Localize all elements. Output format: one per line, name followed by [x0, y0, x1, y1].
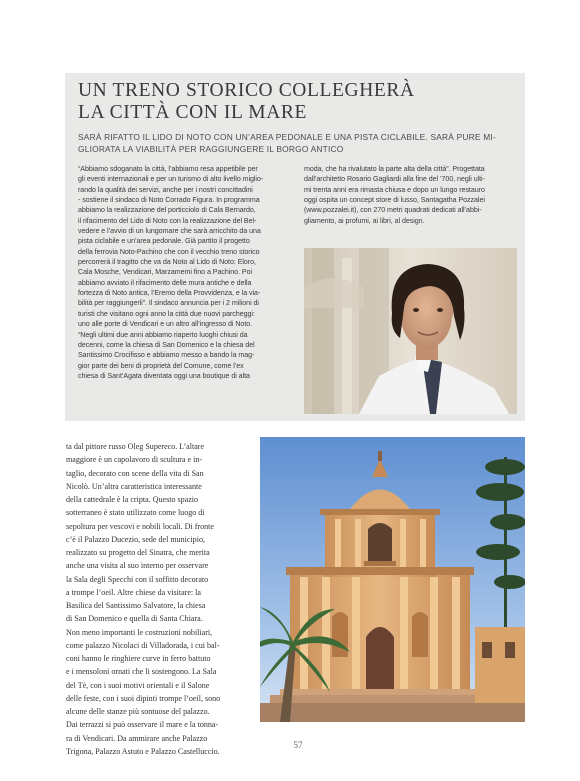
church-illustration: [260, 437, 525, 722]
subhead-line: SARÀ RIFATTO IL LIDO DI NOTO CON UN’AREA PEDONALE E UNA PISTA CICLABILE. SARÀ PURE MI-: [78, 132, 496, 142]
headline-line: LA CITTÀ CON IL MARE: [78, 102, 308, 123]
text-line: turisti che visitano ogni anno la città due nuovi parcheggi:: [78, 309, 255, 318]
text-line: alcune delle stanze più sontuose del palazzo.: [66, 707, 210, 716]
text-line: rando la qualità dei servizi, anche per i nostri concittadini: [78, 185, 253, 194]
text-line: uno alle porte di Vendicari e un altro all’ingresso di Noto.: [78, 320, 253, 329]
text-line: fortezza di Noto antica, l’Eremo della Provvidenza, e la via-: [78, 289, 261, 298]
church-photo: [260, 437, 525, 722]
text-line: abbiamo avviato il rifacimento delle mura antiche e della: [78, 278, 252, 287]
text-line: decenni, come la chiesa di San Domenico e la chiesa del: [78, 340, 255, 349]
portrait-photo: [304, 248, 517, 414]
text-line: Santissimo Crocifisso e abbiamo messo a bando la mag-: [78, 351, 255, 360]
text-line: Trigona, Palazzo Astuto e Palazzo Castelluccio.: [66, 746, 220, 756]
text-line: il rifacimento del Lido di Noto con la realizzazione del Bel-: [78, 216, 257, 225]
text-line: della cattedrale è la cripta. Questo spazio: [66, 495, 199, 504]
text-line: vedere e l’avvio di un lungomare che sarà arricchito da una: [78, 227, 261, 236]
body-column-bottom: [66, 440, 256, 758]
text-line: - sostiene il sindaco di Noto Corrado Figura. In programma: [78, 196, 260, 205]
text-line: delle feste, con i suoi dipinti trompe l’oeil, sono: [66, 693, 221, 703]
text-line: sotterraneo è stato utilizzato come luogo di: [66, 508, 205, 518]
text-line: chiesa di Sant’Agata diventata oggi una boutique di alta: [78, 371, 250, 380]
page-number: 57: [293, 741, 303, 751]
text-line: gli eventi internazionali e per un turismo di alto livello miglio-: [78, 175, 264, 184]
text-line: e i mensoloni ornati che li sostengono. La Sala: [66, 667, 217, 677]
text-line: Nicolò. Un’altra caratteristica interessante: [66, 481, 202, 491]
text-line: (www.pozzalei.it), con 270 metri quadrati dedicati all’abbi-: [304, 206, 482, 215]
text-line: del Tè, con i suoi motivi orientali e il Salone: [66, 680, 210, 690]
text-line: di San Domenico e quella di Santa Chiara.: [66, 614, 203, 624]
text-line: sepoltura per vescovi e nobili locali. Di fronte: [66, 521, 214, 531]
text-line: “Negli ultimi due anni abbiamo riaperto luoghi chiusi da: [78, 330, 248, 339]
text-line: gior parte dei beni di proprietà del Comune, come l’ex: [78, 361, 244, 370]
text-line: taglio, decorato con scene della vita di San: [66, 468, 204, 478]
text-line: ta dal pittore russo Oleg Supereco. L’altare: [66, 442, 205, 451]
text-line: oggi ospita un concept store di lusso, Santagatha Pozzalei: [304, 196, 485, 205]
text-line: come palazzo Nicolaci di Villadorada, i cui bal-: [66, 640, 220, 650]
text-line: gliamento, ai profumi, ai libri, al design.: [304, 216, 425, 225]
text-line: realizzato su progetto del Sinatra, che merita: [66, 548, 210, 557]
article-subhead: [78, 131, 518, 155]
text-line: ra di Vendicari. Da ammirare anche Palazzo: [66, 733, 208, 743]
text-line: maggiore è un capolavoro di scultura e in-: [66, 455, 203, 465]
body-column-left: [78, 164, 296, 381]
headline-line: UN TRENO STORICO COLLEGHERÀ: [78, 80, 415, 101]
text-line: Non meno importanti le costruzioni nobiliari,: [66, 627, 213, 637]
text-line: c’è il Palazzo Ducezio, sede del municipio,: [66, 534, 205, 544]
text-line: pista ciclabile e un’area pedonale. Già partito il progetto: [78, 237, 250, 246]
text-line: della ferrovia Noto-Pachino che con il vecchio treno storico: [78, 247, 260, 256]
text-line: “Abbiamo sdoganato la città, l’abbiamo resa appetibile per: [78, 165, 258, 173]
portrait-illustration: [304, 248, 517, 414]
text-line: mi trenta anni era rimasta chiusa e dopo un lungo restauro: [304, 185, 485, 194]
article-headline: [78, 80, 518, 124]
text-line: moda, che ha rivalutato la parte alta della città”. Progettata: [304, 165, 485, 173]
text-line: bilità per raggiungerli”. Il sindaco annuncia per i 2 milioni di: [78, 299, 259, 308]
text-line: la Sala degli Specchi con il soffitto decorato: [66, 574, 209, 584]
text-line: Cala Mosche, Vendicari, Marzamemi fino a Pachino. Poi: [78, 268, 252, 277]
text-line: Dai terrazzi si può osservare il mare e la tonna-: [66, 720, 219, 730]
body-column-right: [304, 164, 520, 226]
text-line: abbiamo la realizzazione del porticciolo di Cala Bernardo,: [78, 206, 256, 215]
subhead-line: GLIORATA LA VIABILITÀ PER RAGGIUNGERE IL BORGO ANTICO: [78, 144, 344, 154]
text-line: Basilica del Santissimo Salvatore, la chiesa: [66, 601, 206, 610]
text-line: dall’architetto Rosario Gagliardi alla fine del ’700, negli ulti-: [304, 175, 485, 184]
text-line: anche una visita al suo interno per osservare: [66, 561, 209, 571]
text-line: coni hanno le ringhiere curve in ferro battuto: [66, 654, 211, 663]
text-line: a trompe l’oeil. Altre chiese da visitare: la: [66, 587, 201, 597]
text-line: percorrerà il tragitto che va da Noto al Lido di Noto: Eloro,: [78, 258, 256, 267]
